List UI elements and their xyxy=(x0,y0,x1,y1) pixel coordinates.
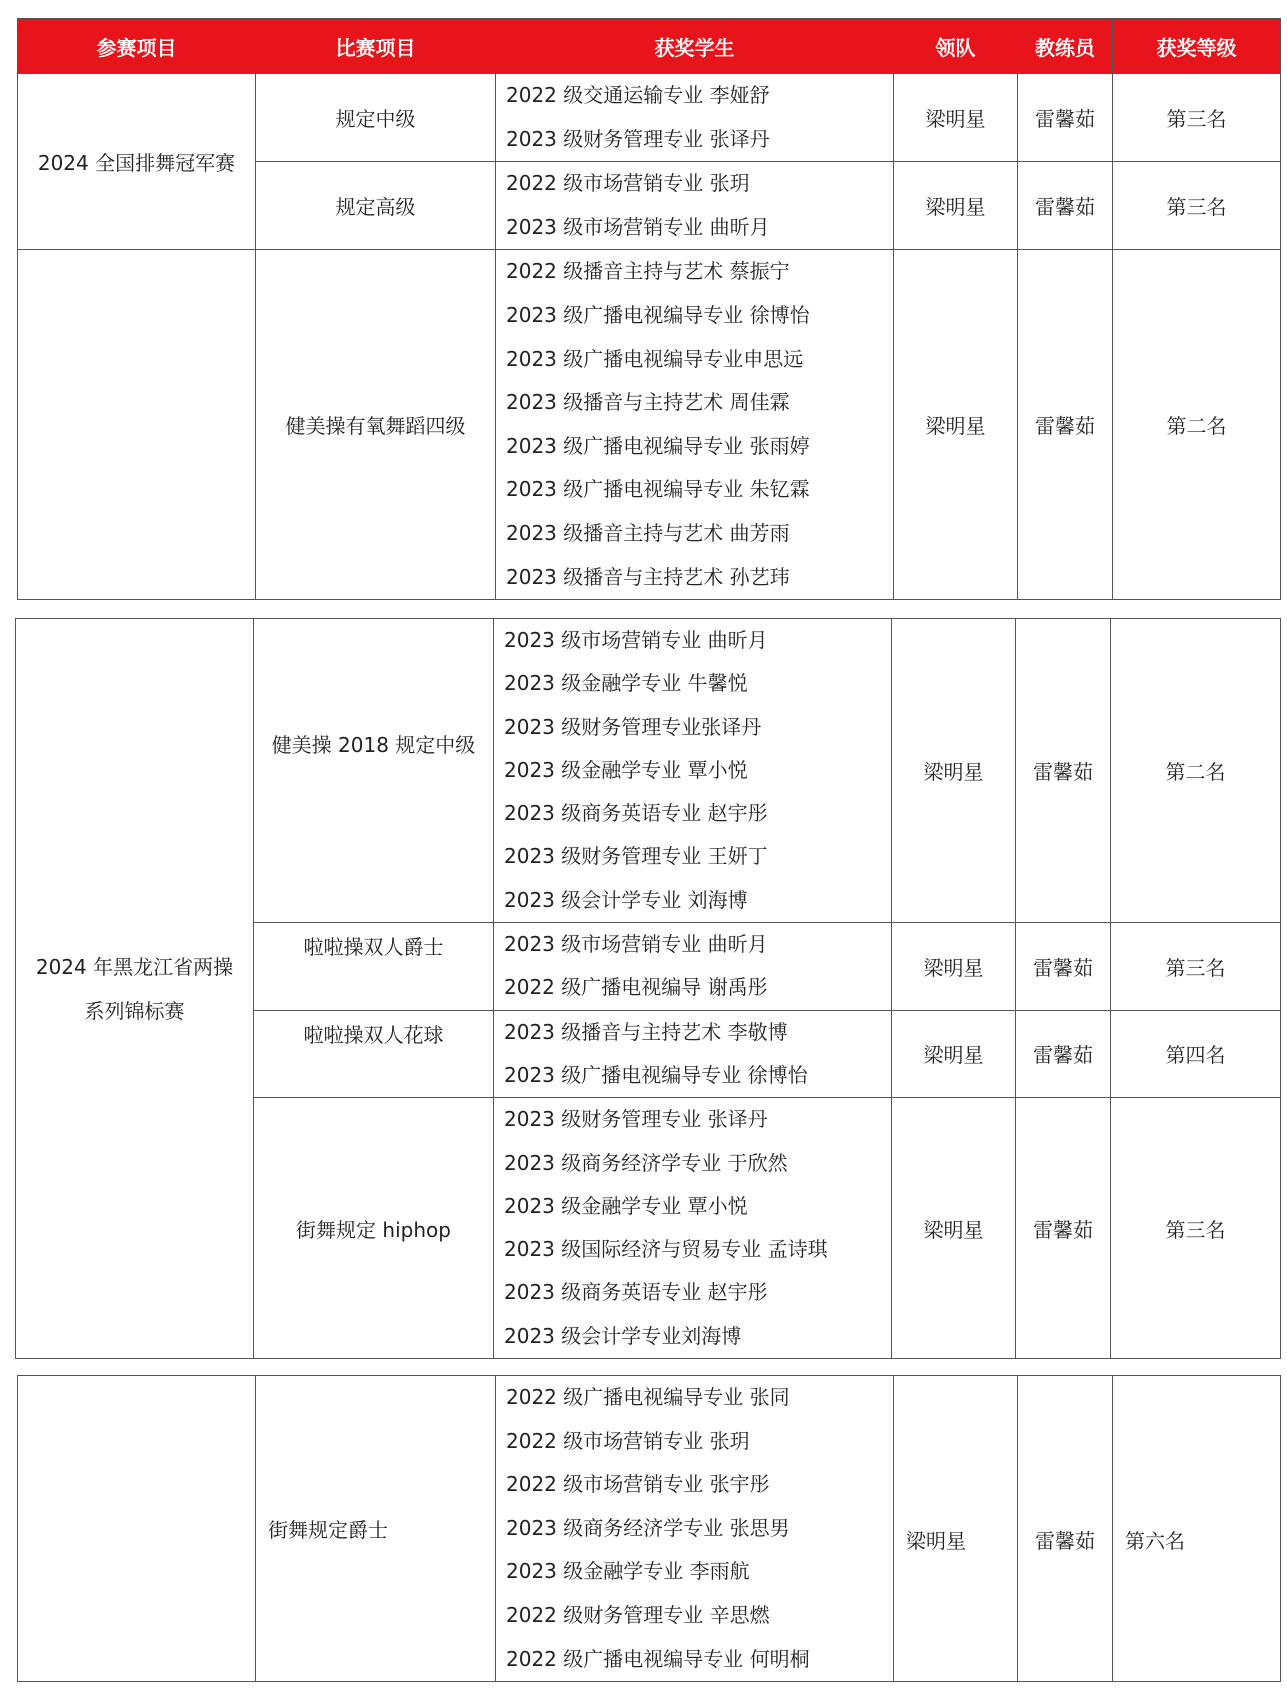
students-cell xyxy=(494,923,892,1011)
award-cell: 第三名 xyxy=(1113,74,1281,162)
competition-cell-empty xyxy=(18,1376,256,1682)
awards-table-part2 xyxy=(15,618,1281,1359)
header-coach: 教练员 xyxy=(1018,19,1113,74)
event-cell: 健美操 2018 规定中级 xyxy=(254,619,494,923)
student-line: 2023 级市场营销专业 曲昕月 xyxy=(504,628,768,652)
student-line: 2023 级广播电视编导专业 张雨婷 xyxy=(506,433,810,458)
student-line: 2023 级金融学专业 李雨航 xyxy=(506,1559,750,1584)
student-line: 2023 级财务管理专业张译丹 xyxy=(504,714,762,739)
student-line: 2022 级广播电视编导专业 何明桐 xyxy=(506,1646,810,1671)
leader-cell: 梁明星 xyxy=(894,74,1018,162)
coach-cell: 雷馨茹 xyxy=(1018,74,1113,162)
students-cell xyxy=(496,250,894,600)
student-line: 2022 级播音主持与艺术 蔡振宁 xyxy=(506,259,790,284)
student-line: 2023 级市场营销专业 曲昕月 xyxy=(506,214,770,239)
award-cell: 第四名 xyxy=(1111,1010,1281,1098)
coach-cell: 雷馨茹 xyxy=(1016,1010,1111,1098)
competition-cell-empty xyxy=(18,250,256,600)
student-line: 2023 级财务管理专业 王妍丁 xyxy=(504,844,768,869)
awards-table-part1 xyxy=(17,18,1281,600)
student-line: 2023 级金融学专业 覃小悦 xyxy=(504,1193,748,1218)
student-line: 2023 级播音与主持艺术 孙艺玮 xyxy=(506,564,790,589)
award-cell: 第三名 xyxy=(1113,162,1281,250)
student-line: 2023 级广播电视编导专业申思远 xyxy=(506,346,804,371)
event-cell: 街舞规定爵士 xyxy=(256,1376,496,1682)
student-line: 2023 级广播电视编导专业 徐博怡 xyxy=(504,1062,808,1087)
competition-line-2: 系列锦标赛 xyxy=(84,998,185,1023)
student-line: 2023 级会计学专业刘海博 xyxy=(504,1323,742,1348)
students-cell xyxy=(494,1010,892,1098)
student-line: 2022 级市场营销专业 张玥 xyxy=(506,171,750,196)
student-line: 2023 级国际经济与贸易专业 孟诗琪 xyxy=(504,1237,828,1262)
students-cell xyxy=(496,1376,894,1682)
competition-cell xyxy=(16,619,254,1359)
coach-cell: 雷馨茹 xyxy=(1016,619,1111,923)
students-cell xyxy=(496,74,894,162)
award-cell: 第三名 xyxy=(1111,1098,1281,1359)
competition-line-1: 2024 年黑龙江省两操 xyxy=(35,954,234,979)
table-row xyxy=(18,74,1281,162)
event-cell: 规定高级 xyxy=(256,162,496,250)
students-cell xyxy=(494,1098,892,1359)
event-cell: 健美操有氧舞蹈四级 xyxy=(256,250,496,600)
student-line: 2022 级财务管理专业 辛思燃 xyxy=(506,1602,770,1627)
student-line: 2022 级市场营销专业 张宇彤 xyxy=(506,1472,770,1497)
coach-cell: 雷馨茹 xyxy=(1018,250,1113,600)
header-competition: 参赛项目 xyxy=(18,19,256,74)
student-line: 2023 级会计学专业 刘海博 xyxy=(504,887,748,912)
event-cell: 啦啦操双人花球 xyxy=(254,1010,494,1098)
event-cell: 街舞规定 hiphop xyxy=(254,1098,494,1359)
header-award: 获奖等级 xyxy=(1113,19,1281,74)
table-row xyxy=(18,250,1281,600)
leader-cell: 梁明星 xyxy=(892,1010,1016,1098)
coach-cell: 雷馨茹 xyxy=(1016,923,1111,1011)
leader-cell: 梁明星 xyxy=(892,1098,1016,1359)
student-line: 2023 级市场营销专业 曲昕月 xyxy=(504,932,768,957)
leader-cell: 梁明星 xyxy=(894,1376,1018,1682)
coach-cell: 雷馨茹 xyxy=(1018,162,1113,250)
students-cell xyxy=(496,162,894,250)
student-line: 2023 级商务经济学专业 张思男 xyxy=(506,1515,790,1540)
leader-cell: 梁明星 xyxy=(892,619,1016,923)
student-line: 2023 级广播电视编导专业 徐博怡 xyxy=(506,302,810,327)
student-line: 2023 级金融学专业 牛馨悦 xyxy=(504,671,748,696)
event-cell: 规定中级 xyxy=(256,74,496,162)
table-row xyxy=(16,619,1281,923)
awards-table-part3 xyxy=(17,1375,1281,1682)
award-cell: 第六名 xyxy=(1113,1376,1281,1682)
leader-cell: 梁明星 xyxy=(894,162,1018,250)
header-event: 比赛项目 xyxy=(256,19,496,74)
coach-cell: 雷馨茹 xyxy=(1016,1098,1111,1359)
students-cell xyxy=(494,619,892,923)
student-line: 2023 级财务管理专业 张译丹 xyxy=(504,1107,768,1132)
header-students: 获奖学生 xyxy=(496,19,894,74)
student-line: 2023 级广播电视编导专业 朱钇霖 xyxy=(506,477,810,502)
award-cell: 第三名 xyxy=(1111,923,1281,1011)
student-line: 2022 级市场营销专业 张玥 xyxy=(506,1428,750,1453)
student-line: 2023 级金融学专业 覃小悦 xyxy=(504,757,748,782)
student-line: 2023 级播音主持与艺术 曲芳雨 xyxy=(506,520,790,545)
leader-cell: 梁明星 xyxy=(894,250,1018,600)
student-line: 2023 级财务管理专业 张译丹 xyxy=(506,126,770,151)
event-cell: 啦啦操双人爵士 xyxy=(254,923,494,1011)
student-line: 2022 级广播电视编导 谢禹彤 xyxy=(504,975,768,1000)
student-line: 2023 级商务经济学专业 于欣然 xyxy=(504,1150,788,1175)
student-line: 2023 级播音与主持艺术 周佳霖 xyxy=(506,390,790,415)
student-line: 2023 级商务英语专业 赵宇彤 xyxy=(504,801,768,826)
award-cell: 第二名 xyxy=(1113,250,1281,600)
table-row xyxy=(18,1376,1281,1682)
header-leader: 领队 xyxy=(894,19,1018,74)
award-cell: 第二名 xyxy=(1111,619,1281,923)
table-header xyxy=(18,19,1281,74)
coach-cell: 雷馨茹 xyxy=(1018,1376,1113,1682)
student-line: 2023 级播音与主持艺术 李敬博 xyxy=(504,1019,788,1044)
leader-cell: 梁明星 xyxy=(892,923,1016,1011)
student-line: 2022 级交通运输专业 李娅舒 xyxy=(506,83,770,107)
competition-cell: 2024 全国排舞冠军赛 xyxy=(18,74,256,250)
student-line: 2023 级商务英语专业 赵宇彤 xyxy=(504,1280,768,1305)
student-line: 2022 级广播电视编导专业 张同 xyxy=(506,1385,790,1409)
